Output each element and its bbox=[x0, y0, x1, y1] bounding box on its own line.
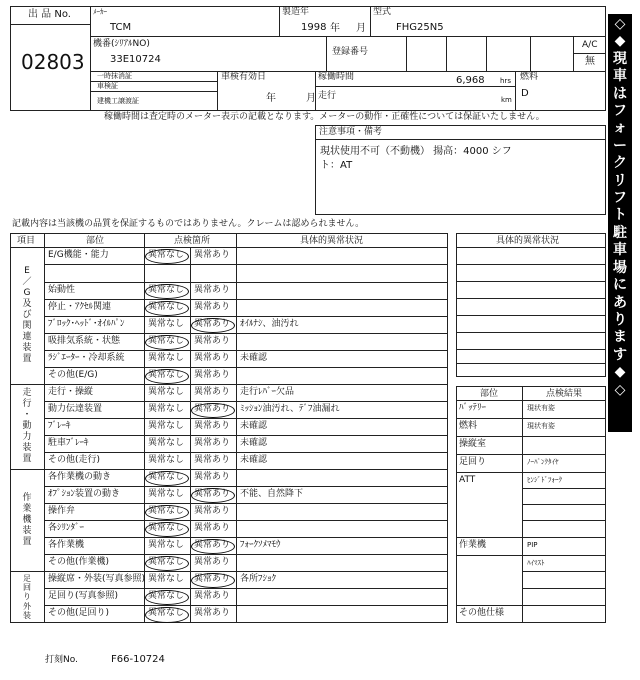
lot-number: 02803 bbox=[21, 50, 85, 74]
month-unit: 月 bbox=[356, 23, 366, 34]
section-label: E ／ G 及 び 関 連 装 置 bbox=[22, 266, 32, 364]
result-value: ﾉｰﾊﾟﾝｸﾀｲﾔ bbox=[527, 458, 559, 466]
circle-mark bbox=[191, 403, 235, 418]
travel-label: 走行 bbox=[318, 91, 337, 101]
circle-mark bbox=[145, 335, 189, 350]
circle-mark bbox=[145, 301, 189, 316]
check-abnormal: 異常あり bbox=[194, 574, 231, 584]
check-abnormal: 異常あり bbox=[194, 472, 231, 482]
row-part: ﾗｼﾞｴｰﾀｰ・冷却系統 bbox=[48, 353, 125, 363]
check-abnormal: 異常あり bbox=[194, 319, 231, 329]
check-normal: 異常なし bbox=[148, 540, 185, 550]
check-abnormal: 異常あり bbox=[194, 404, 231, 414]
circle-mark bbox=[145, 522, 189, 537]
check-normal: 異常なし bbox=[148, 506, 185, 516]
row-detail: 未確認 bbox=[240, 353, 268, 363]
check-normal: 異常なし bbox=[148, 302, 185, 312]
result-value: ﾋﾝｼﾞﾄﾞﾌｫｰｸ bbox=[527, 476, 562, 484]
km-unit: km bbox=[501, 96, 512, 104]
results-result-header: 点検結果 bbox=[546, 389, 583, 399]
check-abnormal: 異常あり bbox=[194, 591, 231, 601]
ac-label: A/C bbox=[582, 40, 598, 50]
model-value: FHG25N5 bbox=[396, 22, 444, 33]
row-detail: 未確認 bbox=[240, 455, 268, 465]
check-normal: 異常なし bbox=[148, 489, 185, 499]
reg-label: 登録番号 bbox=[332, 47, 369, 57]
circle-mark bbox=[145, 556, 189, 571]
circle-mark bbox=[191, 573, 235, 588]
circle-mark bbox=[145, 284, 189, 299]
check-normal: 異常なし bbox=[148, 250, 185, 260]
remarks-text-2: ト：AT bbox=[320, 160, 353, 171]
check-normal: 異常なし bbox=[148, 353, 185, 363]
row-part: ｵﾌﾟｼｮﾝ装置の動き bbox=[48, 489, 121, 499]
section-label: 足 回 り 外 装 bbox=[23, 574, 31, 620]
col-item-header: 項目 bbox=[17, 236, 36, 246]
check-abnormal: 異常あり bbox=[194, 489, 231, 499]
check-normal: 異常なし bbox=[148, 319, 185, 329]
check-abnormal: 異常あり bbox=[194, 353, 231, 363]
row-part: 駐車ﾌﾞﾚｰｷ bbox=[48, 438, 89, 448]
check-normal: 異常なし bbox=[148, 455, 185, 465]
row-part: その他(E/G) bbox=[48, 370, 98, 380]
check-abnormal: 異常あり bbox=[194, 370, 231, 380]
side-banner: ◇ ◆ 現 車 は フ ォ ー ク リ フ ト 駐 車 場 に あ り ま す ◆ ◇ bbox=[608, 14, 632, 432]
construction-cert-label: 建機工譲渡証 bbox=[97, 97, 139, 105]
check-normal: 異常なし bbox=[148, 608, 185, 618]
row-detail: ﾐｯｼｮﾝ油汚れ、ﾃﾞﾌ油漏れ bbox=[240, 404, 340, 414]
result-part: 操縦室 bbox=[459, 439, 487, 449]
result-value: 現状有姿 bbox=[527, 404, 555, 412]
check-normal: 異常なし bbox=[148, 591, 185, 601]
row-detail: ｵｲﾙﾅｼ、油汚れ bbox=[240, 319, 299, 329]
check-normal: 異常なし bbox=[148, 387, 185, 397]
row-part: ﾌﾞﾚｰｷ bbox=[48, 421, 71, 431]
insp-year-unit: 年 bbox=[266, 93, 276, 104]
check-normal: 異常なし bbox=[148, 336, 185, 346]
check-abnormal: 異常あり bbox=[194, 455, 231, 465]
row-detail: 不能、自然降下 bbox=[240, 489, 304, 499]
check-normal: 異常なし bbox=[148, 438, 185, 448]
row-part: E/G機能・能力 bbox=[48, 250, 109, 260]
check-normal: 異常なし bbox=[148, 523, 185, 533]
check-normal: 異常なし bbox=[148, 404, 185, 414]
result-part: ﾊﾞｯﾃﾘｰ bbox=[459, 403, 487, 413]
result-value: ﾊｲﾏｽﾄ bbox=[527, 559, 545, 567]
lot-label: 出 品 No. bbox=[28, 9, 71, 20]
row-part: 停止・ｱｸｾﾙ関連 bbox=[48, 302, 112, 312]
model-label: 型式 bbox=[373, 7, 392, 17]
row-part: 操縦席・外装(写真参照) bbox=[48, 574, 146, 584]
row-part: 各ｼﾘﾝﾀﾞｰ bbox=[48, 523, 85, 533]
remarks-text-1: 現状使用不可（不動機） 揚高：4000 シフ bbox=[320, 146, 512, 157]
check-abnormal: 異常あり bbox=[194, 421, 231, 431]
row-part: 操作弁 bbox=[48, 506, 76, 516]
check-abnormal: 異常あり bbox=[194, 285, 231, 295]
check-normal: 異常なし bbox=[148, 557, 185, 567]
result-part: ATT bbox=[459, 475, 476, 485]
check-abnormal: 異常あり bbox=[194, 302, 231, 312]
row-part: 各作業機 bbox=[48, 540, 85, 550]
result-part: 燃料 bbox=[459, 421, 478, 431]
temp-permit-label: 一時抹消証 bbox=[97, 72, 132, 80]
year-label: 製造年 bbox=[282, 7, 310, 17]
check-normal: 異常なし bbox=[148, 285, 185, 295]
row-part: 吸排気系統・状態 bbox=[48, 336, 121, 346]
row-part: その他(走行) bbox=[48, 455, 101, 465]
right-detail-box bbox=[456, 233, 606, 377]
row-part: その他(作業機) bbox=[48, 557, 110, 567]
fuel-label: 燃料 bbox=[520, 72, 539, 82]
result-part: 作業機 bbox=[459, 540, 487, 550]
row-part: 各作業機の動き bbox=[48, 472, 112, 482]
circle-mark bbox=[145, 590, 189, 605]
check-normal: 異常なし bbox=[148, 472, 185, 482]
serial-label: 機番(ｼﾘｱﾙNO) bbox=[93, 39, 150, 49]
row-detail: 未確認 bbox=[240, 438, 268, 448]
hours-value: 6,968 bbox=[456, 75, 485, 86]
check-abnormal: 異常あり bbox=[194, 608, 231, 618]
circle-mark bbox=[145, 607, 189, 623]
insp-month-unit: 月 bbox=[306, 93, 316, 104]
result-value: PIP bbox=[527, 541, 538, 549]
year-value: 1998 bbox=[301, 22, 327, 33]
circle-mark bbox=[191, 539, 235, 554]
results-part-header: 部位 bbox=[480, 389, 499, 399]
row-part: 走行・操縦 bbox=[48, 387, 94, 397]
serial-value: 33E10724 bbox=[110, 54, 161, 65]
circle-mark bbox=[145, 505, 189, 520]
check-abnormal: 異常あり bbox=[194, 336, 231, 346]
row-part: 動力伝達装置 bbox=[48, 404, 103, 414]
hours-note: 稼働時間は査定時のメーター表示の記載となります。メーターの動作・正確性については保証いたしません。 bbox=[104, 112, 545, 122]
col-detail-header: 具体的異常状況 bbox=[300, 236, 364, 246]
section-label: 走 行 ・ 動 力 装 置 bbox=[22, 388, 32, 464]
maker-value: TCM bbox=[110, 22, 132, 33]
row-detail: 各所ﾌｼｮｸ bbox=[240, 574, 277, 584]
circle-mark bbox=[191, 488, 235, 503]
col-part-header: 部位 bbox=[86, 236, 105, 246]
result-part: その他仕様 bbox=[459, 608, 505, 618]
check-abnormal: 異常あり bbox=[194, 557, 231, 567]
section-label: 作 業 機 装 置 bbox=[22, 492, 32, 547]
check-normal: 異常なし bbox=[148, 370, 185, 380]
circle-mark bbox=[145, 471, 189, 486]
circle-mark bbox=[145, 249, 189, 264]
vehicle-cert-label: 車検証 bbox=[97, 82, 118, 90]
check-abnormal: 異常あり bbox=[194, 523, 231, 533]
row-detail: 未確認 bbox=[240, 421, 268, 431]
check-normal: 異常なし bbox=[148, 574, 185, 584]
ac-value: 無 bbox=[585, 56, 595, 67]
row-part: 始動性 bbox=[48, 285, 76, 295]
footer-label: 打刻No. bbox=[45, 655, 78, 665]
row-part: ﾌﾞﾛｯｸ･ﾍｯﾄﾞ･ｵｲﾙﾊﾟﾝ bbox=[48, 319, 125, 329]
maker-label: ﾒｰｶｰ bbox=[93, 8, 107, 16]
remarks-label: 注意事項・備考 bbox=[319, 127, 383, 137]
right-detail-header: 具体的異常状況 bbox=[496, 236, 560, 246]
row-detail: ﾌｫｰｸｿﾒﾏﾓｳ bbox=[240, 540, 281, 550]
circle-mark bbox=[145, 369, 189, 384]
check-abnormal: 異常あり bbox=[194, 540, 231, 550]
check-abnormal: 異常あり bbox=[194, 387, 231, 397]
disclaimer: 記載内容は当該機の品質を保証するものではありません。クレームは認められません。 bbox=[12, 219, 365, 229]
check-normal: 異常なし bbox=[148, 421, 185, 431]
row-part: 足回り(写真参照) bbox=[48, 591, 119, 601]
footer-value: F66-10724 bbox=[111, 654, 165, 665]
year-unit: 年 bbox=[330, 23, 340, 34]
result-value: 現状有姿 bbox=[527, 422, 555, 430]
check-abnormal: 異常あり bbox=[194, 250, 231, 260]
result-part: 足回り bbox=[459, 457, 487, 467]
check-abnormal: 異常あり bbox=[194, 506, 231, 516]
inspection-label: 車検有効日 bbox=[221, 72, 267, 82]
check-abnormal: 異常あり bbox=[194, 438, 231, 448]
row-detail: 走行ﾚﾊﾞｰ欠品 bbox=[240, 387, 295, 397]
hours-unit: hrs bbox=[500, 77, 511, 85]
row-part: その他(足回り) bbox=[48, 608, 110, 618]
hours-label: 稼働時間 bbox=[318, 72, 355, 82]
circle-mark bbox=[191, 318, 235, 333]
col-check-header: 点検箇所 bbox=[174, 236, 211, 246]
fuel-value: D bbox=[521, 88, 529, 99]
